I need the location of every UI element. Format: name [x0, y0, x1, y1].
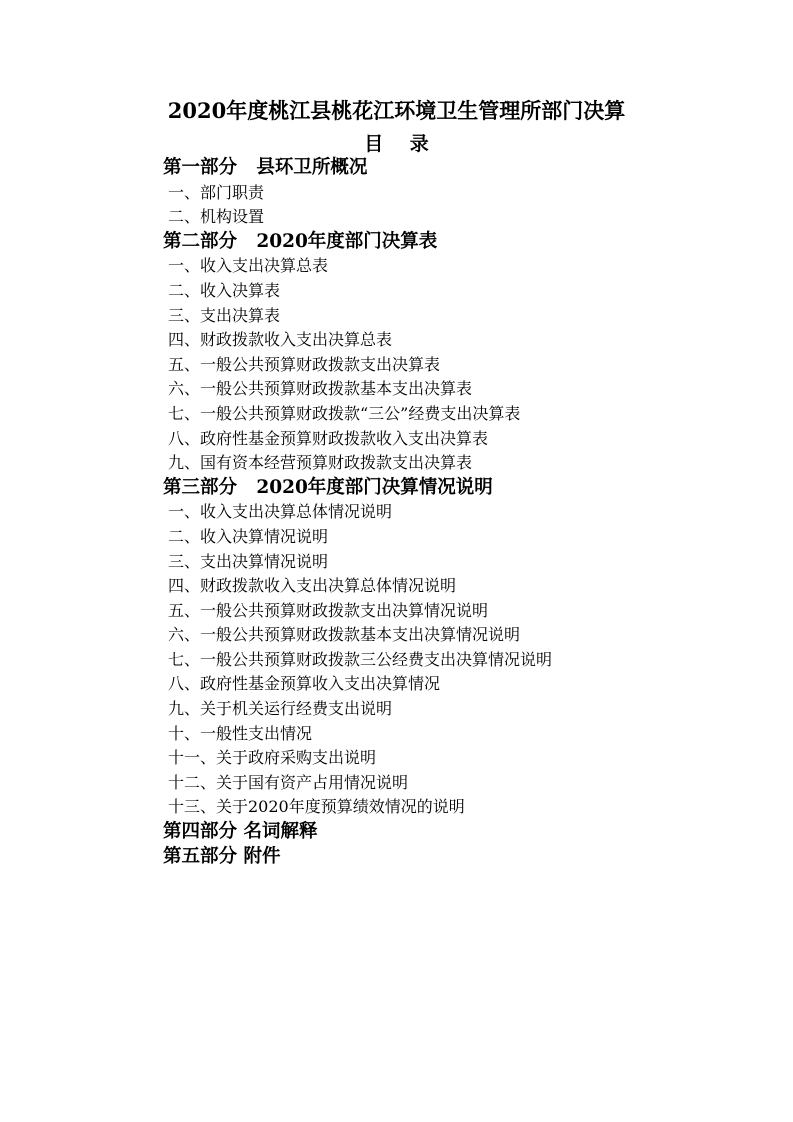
toc-heading: 目 录: [364, 133, 429, 155]
toc-item: 四、财政拨款收入支出决算总表: [168, 330, 393, 350]
toc-part-1-heading: 第一部分 县环卫所概况: [163, 157, 368, 178]
toc-item: 三、支出决算情况说明: [168, 551, 329, 571]
toc-item: 十、一般性支出情况: [168, 723, 313, 743]
toc-item: 七、一般公共预算财政拨款三公经费支出决算情况说明: [168, 649, 553, 669]
toc-item: 十三、关于2020年度预算绩效情况的说明: [168, 797, 465, 817]
toc-item: 九、关于机关运行经费支出说明: [168, 699, 393, 719]
toc-item: 八、政府性基金预算收入支出决算情况: [168, 674, 441, 694]
toc-item: 四、财政拨款收入支出决算总体情况说明: [168, 576, 457, 596]
document-title: 2020年度桃江县桃花江环境卫生管理所部门决算: [167, 98, 626, 123]
toc-part-4-heading: 第四部分 名词解释: [163, 821, 318, 843]
toc-item: 五、一般公共预算财政拨款支出决算情况说明: [168, 600, 489, 620]
toc-item: 九、国有资本经营预算财政拨款支出决算表: [168, 453, 473, 473]
toc-item: 一、部门职责: [168, 182, 265, 202]
toc-item: 十二、关于国有资产占用情况说明: [168, 772, 409, 792]
toc-item: 一、收入支出决算总体情况说明: [168, 502, 393, 522]
toc-item: 五、一般公共预算财政拨款支出决算表: [168, 354, 441, 374]
toc-part-5-heading: 第五部分 附件: [163, 845, 281, 867]
toc-part-3-heading: 第三部分 2020年度部门决算情况说明: [163, 476, 493, 498]
table-of-contents: [0, 156, 793, 869]
toc-item: 六、一般公共预算财政拨款基本支出决算表: [168, 379, 473, 399]
toc-item: 一、收入支出决算总表: [168, 256, 329, 276]
toc-item: 六、一般公共预算财政拨款基本支出决算情况说明: [168, 625, 521, 645]
toc-item: 十一、关于政府采购支出说明: [168, 748, 377, 768]
toc-item: 七、一般公共预算财政拨款“三公”经费支出决算表: [168, 403, 521, 423]
toc-item: 二、机构设置: [168, 207, 265, 227]
toc-item: 三、支出决算表: [168, 305, 281, 325]
toc-item: 八、政府性基金预算财政拨款收入支出决算表: [168, 428, 489, 448]
toc-part-2-heading: 第二部分 2020年度部门决算表: [163, 230, 438, 252]
toc-item: 二、收入决算表: [168, 280, 281, 300]
toc-item: 二、收入决算情况说明: [168, 526, 329, 546]
